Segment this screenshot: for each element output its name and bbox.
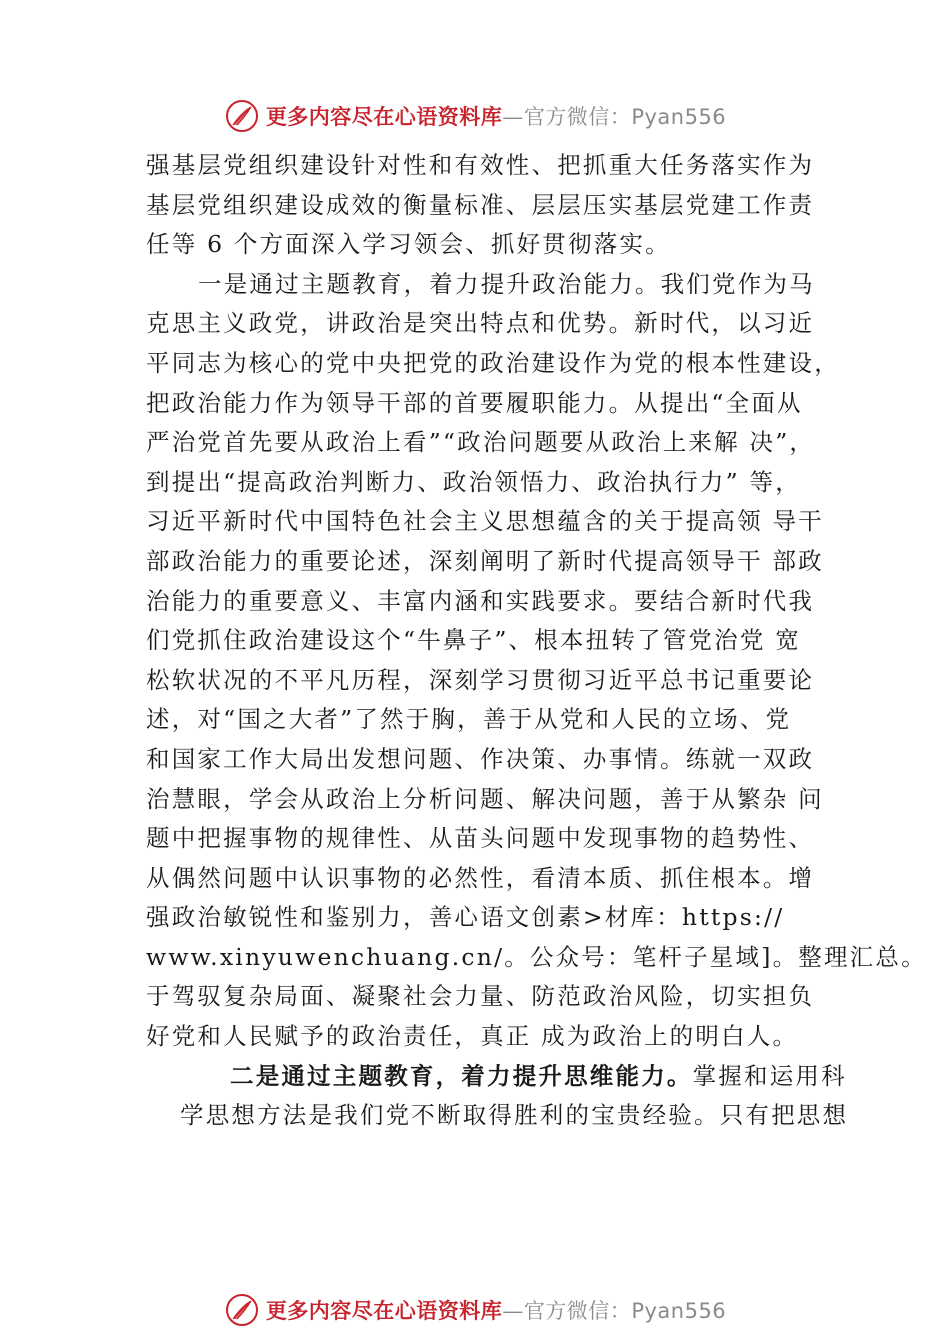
text-line: 学思想方法是我们党不断取得胜利的宝贵经验。只有把思想 <box>180 1101 849 1130</box>
document-body <box>146 146 927 1136</box>
quill-logo-icon <box>224 98 260 134</box>
header-banner-label: —官方微信： <box>502 105 632 129</box>
section-heading-rest: 掌握和运用科 <box>692 1061 847 1090</box>
footer-banner-title: 更多内容尽在心语资料库 <box>265 1298 503 1323</box>
text-line: 严治党首先要从政治上看”“政治问题要从政治上来解 决”， <box>146 428 816 457</box>
text-line: 好党和人民赋予的政治责任，真正 成为政治上的明白人。 <box>146 1022 799 1051</box>
footer-wechat-id: Pyan556 <box>631 1299 727 1323</box>
text-line: 题中把握事物的规律性、从苗头问题中发现事物的趋势性、 <box>146 824 815 853</box>
text-line: 强基层党组织建设针对性和有效性、把抓重大任务落实作为 <box>146 151 815 179</box>
text-line: 强政治敏锐性和鉴别力，善心语文创素>材库：https:// <box>146 903 785 932</box>
text-line: 治能力的重要意义、丰富内涵和实践要求。要结合新时代我 <box>146 586 815 615</box>
header-banner <box>0 94 950 138</box>
text-line: 平同志为核心的党中央把党的政治建设作为党的根本性建设， <box>146 348 840 377</box>
text-line: 习近平新时代中国特色社会主义思想蕴含的关于提高领 导干 <box>146 507 824 536</box>
text-line: www.xinyuwenchuang.cn/。公众号：笔杆子星域]。整理汇总。 <box>146 942 927 971</box>
text-line: 从偶然问题中认识事物的必然性，看清本质、抓住根本。增 <box>146 863 815 892</box>
text-line: 任等 6 个方面深入学习领会、抓好贯彻落实。 <box>146 230 671 259</box>
text-line: 到提出“提高政治判断力、政治领悟力、政治执行力” 等， <box>146 467 801 496</box>
quill-logo-icon <box>224 1292 260 1328</box>
text-line: 治慧眼，学会从政治上分析问题、解决问题，善于从繁杂 问 <box>146 784 824 813</box>
section-heading-bold: 二是通过主题教育，着力提升思维能力。 <box>230 1061 693 1090</box>
footer-banner <box>0 1288 950 1332</box>
header-banner-text <box>266 101 726 131</box>
text-line: 松软状况的不平凡历程，深刻学习贯彻习近平总书记重要论 <box>146 665 815 694</box>
header-banner-title: 更多内容尽在心语资料库 <box>265 104 503 129</box>
header-wechat-id: Pyan556 <box>631 105 727 129</box>
section-heading-line <box>146 1057 846 1097</box>
text-line: 把政治能力作为领导干部的首要履职能力。从提出“全面从 <box>146 388 803 417</box>
text-line: 部政治能力的重要论述，深刻阐明了新时代提高领导干 部政 <box>146 546 824 575</box>
footer-banner-text <box>266 1295 726 1325</box>
paragraph-start-line: 一是通过主题教育，着力提升政治能力。我们党作为马 <box>198 269 815 298</box>
footer-banner-label: —官方微信： <box>502 1299 632 1323</box>
text-line: 克思主义政党，讲政治是突出特点和优势。新时代，以习近 <box>146 309 815 338</box>
text-line: 和国家工作大局出发想问题、作决策、办事情。练就一双政 <box>146 744 815 773</box>
text-line: 述，对“国之大者”了然于胸，善于从党和人民的立场、党 <box>146 705 792 734</box>
text-line: 于驾驭复杂局面、凝聚社会力量、防范政治风险，切实担负 <box>146 982 815 1011</box>
text-line: 基层党组织建设成效的衡量标准、层层压实基层党建工作责 <box>146 190 815 219</box>
text-line: 们党抓住政治建设这个“牛鼻子”、根本扭转了管党治党 宽 <box>146 626 801 655</box>
